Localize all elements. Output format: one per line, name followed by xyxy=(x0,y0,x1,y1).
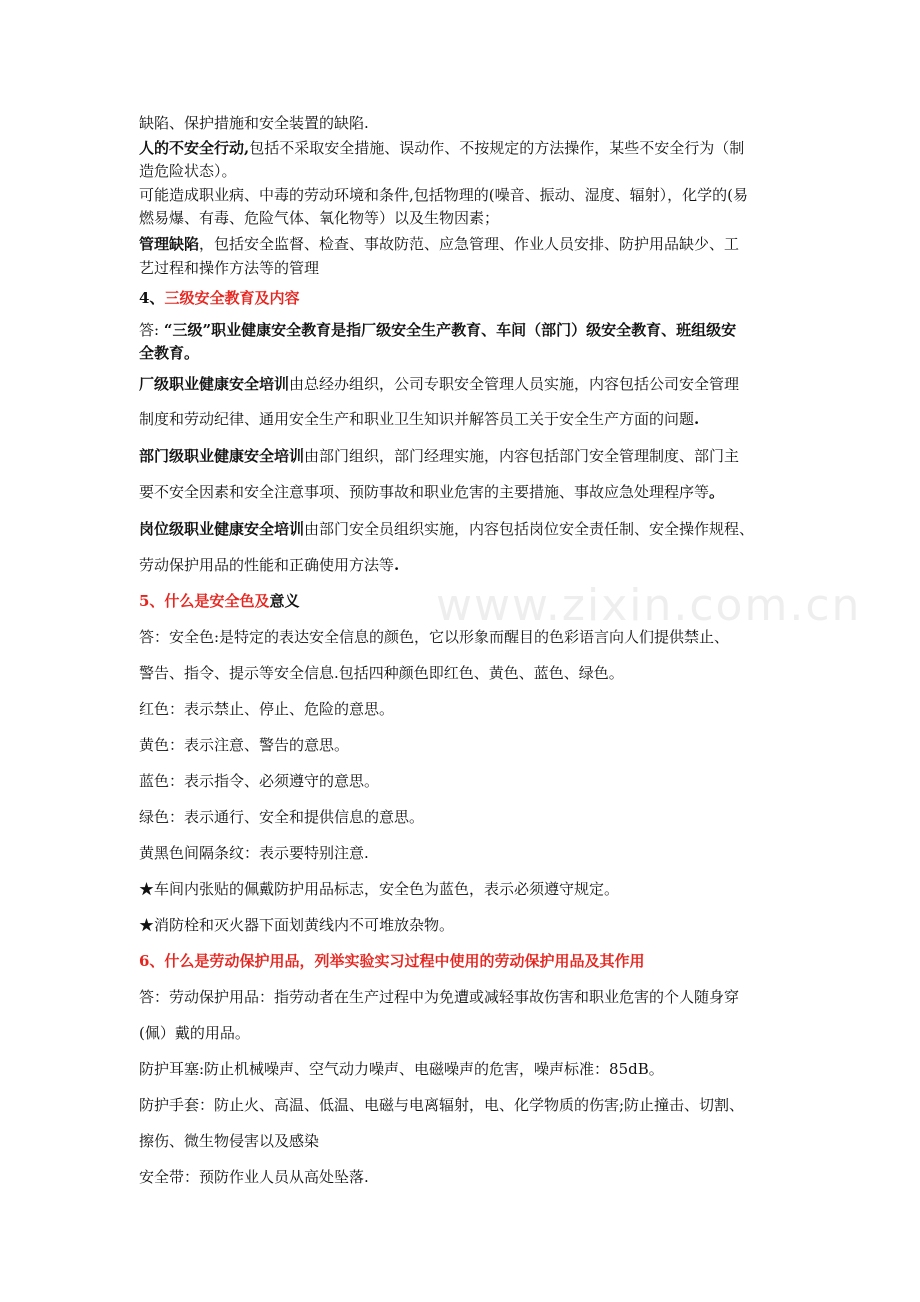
text-line: 厂级职业健康安全培训由总经办组织，公司专职安全管理人员实施，内容包括公司安全管理 xyxy=(139,375,740,393)
bold-term: 部门级职业健康安全培训 xyxy=(139,447,305,465)
text-line: 要不安全因素和安全注意事项、预防事故和职业危害的主要措施、事故应急处理程序等。 xyxy=(139,483,725,501)
bold-term: 管理缺陷 xyxy=(139,235,200,253)
watermark: www.zixin.com.cn xyxy=(436,580,862,631)
text-line: 警告、指令、提示等安全信息.包括四种颜色即红色、黄色、蓝色、绿色。 xyxy=(139,664,624,682)
text-line: (佩）戴的用品。 xyxy=(139,1024,250,1042)
text-line: 全教育。 xyxy=(139,344,200,362)
text-line: 答: “三级”职业健康安全教育是指厂级安全生产教育、车间（部门）级安全教育、班组级安 xyxy=(139,321,737,339)
text-line: 蓝色：表示指令、必须遵守的意思。 xyxy=(139,772,380,790)
text-line: 部门级职业健康安全培训由部门组织，部门经理实施，内容包括部门安全管理制度、部门主 xyxy=(139,447,740,465)
bold-term: 岗位级职业健康安全培训 xyxy=(139,520,305,538)
bold-term: 人的不安全行动, xyxy=(139,139,250,157)
text-line: 红色：表示禁止、停止、危险的意思。 xyxy=(139,700,395,718)
text-line: 燃易爆、有毒、危险气体、氧化物等）以及生物因素； xyxy=(139,209,500,227)
section-heading-6: 6、什么是劳动保护用品，列举实验实习过程中使用的劳动保护用品及其作用 xyxy=(139,952,645,970)
text-line: ★车间内张贴的佩戴防护用品标志，安全色为蓝色，表示必须遵守规定。 xyxy=(139,880,620,898)
text-line: 黄色：表示注意、警告的意思。 xyxy=(139,736,350,754)
text-line: 答：劳动保护用品：指劳动者在生产过程中为免遭或减轻事故伤害和职业危害的个人随身穿 xyxy=(139,988,740,1006)
section-heading-5: 5、什么是安全色及意义 xyxy=(139,592,300,610)
text-line: 艺过程和操作方法等的管理 xyxy=(139,259,320,277)
text-line: 造危险状态）。 xyxy=(139,162,237,180)
text-line: 人的不安全行动,包括不采取安全措施、误动作、不按规定的方法操作，某些不安全行为（制 xyxy=(139,139,745,157)
text-line: 缺陷、保护措施和安全装置的缺陷. xyxy=(139,114,369,132)
text-line: 安全带：预防作业人员从高处坠落. xyxy=(139,1168,369,1186)
text-line: 答：安全色:是特定的表达安全信息的颜色，它以形象而醒目的色彩语言向人们提供禁止、 xyxy=(139,628,730,646)
text-line: 绿色：表示通行、安全和提供信息的意思。 xyxy=(139,808,425,826)
text-line: 黄黑色间隔条纹：表示要特别注意. xyxy=(139,844,369,862)
text-line: 可能造成职业病、中毒的劳动环境和条件,包括物理的(噪音、振动、湿度、辐射），化学的(易 xyxy=(139,186,748,204)
text-line: 防护耳塞:防止机械噪声、空气动力噪声、电磁噪声的危害，噪声标准：85dB。 xyxy=(139,1060,664,1078)
text-line: 管理缺陷，包括安全监督、检查、事故防范、应急管理、作业人员安排、防护用品缺少、工 xyxy=(139,235,740,253)
text-line: 岗位级职业健康安全培训由部门安全员组织实施，内容包括岗位安全责任制、安全操作规程、 xyxy=(139,520,755,538)
text-line: 防护手套：防止火、高温、低温、电磁与电离辐射，电、化学物质的伤害;防止撞击、切割、 xyxy=(139,1096,745,1114)
text-line: ★消防栓和灭火器下面划黄线内不可堆放杂物。 xyxy=(139,916,455,934)
text-line: 劳动保护用品的性能和正确使用方法等. xyxy=(139,556,400,574)
bold-term: 厂级职业健康安全培训 xyxy=(139,375,290,393)
text-line: 擦伤、微生物侵害以及感染 xyxy=(139,1132,320,1150)
text-line: 制度和劳动纪律、通用安全生产和职业卫生知识并解答员工关于安全生产方面的问题. xyxy=(139,410,700,428)
section-heading-4: 4、三级安全教育及内容 xyxy=(139,289,300,307)
